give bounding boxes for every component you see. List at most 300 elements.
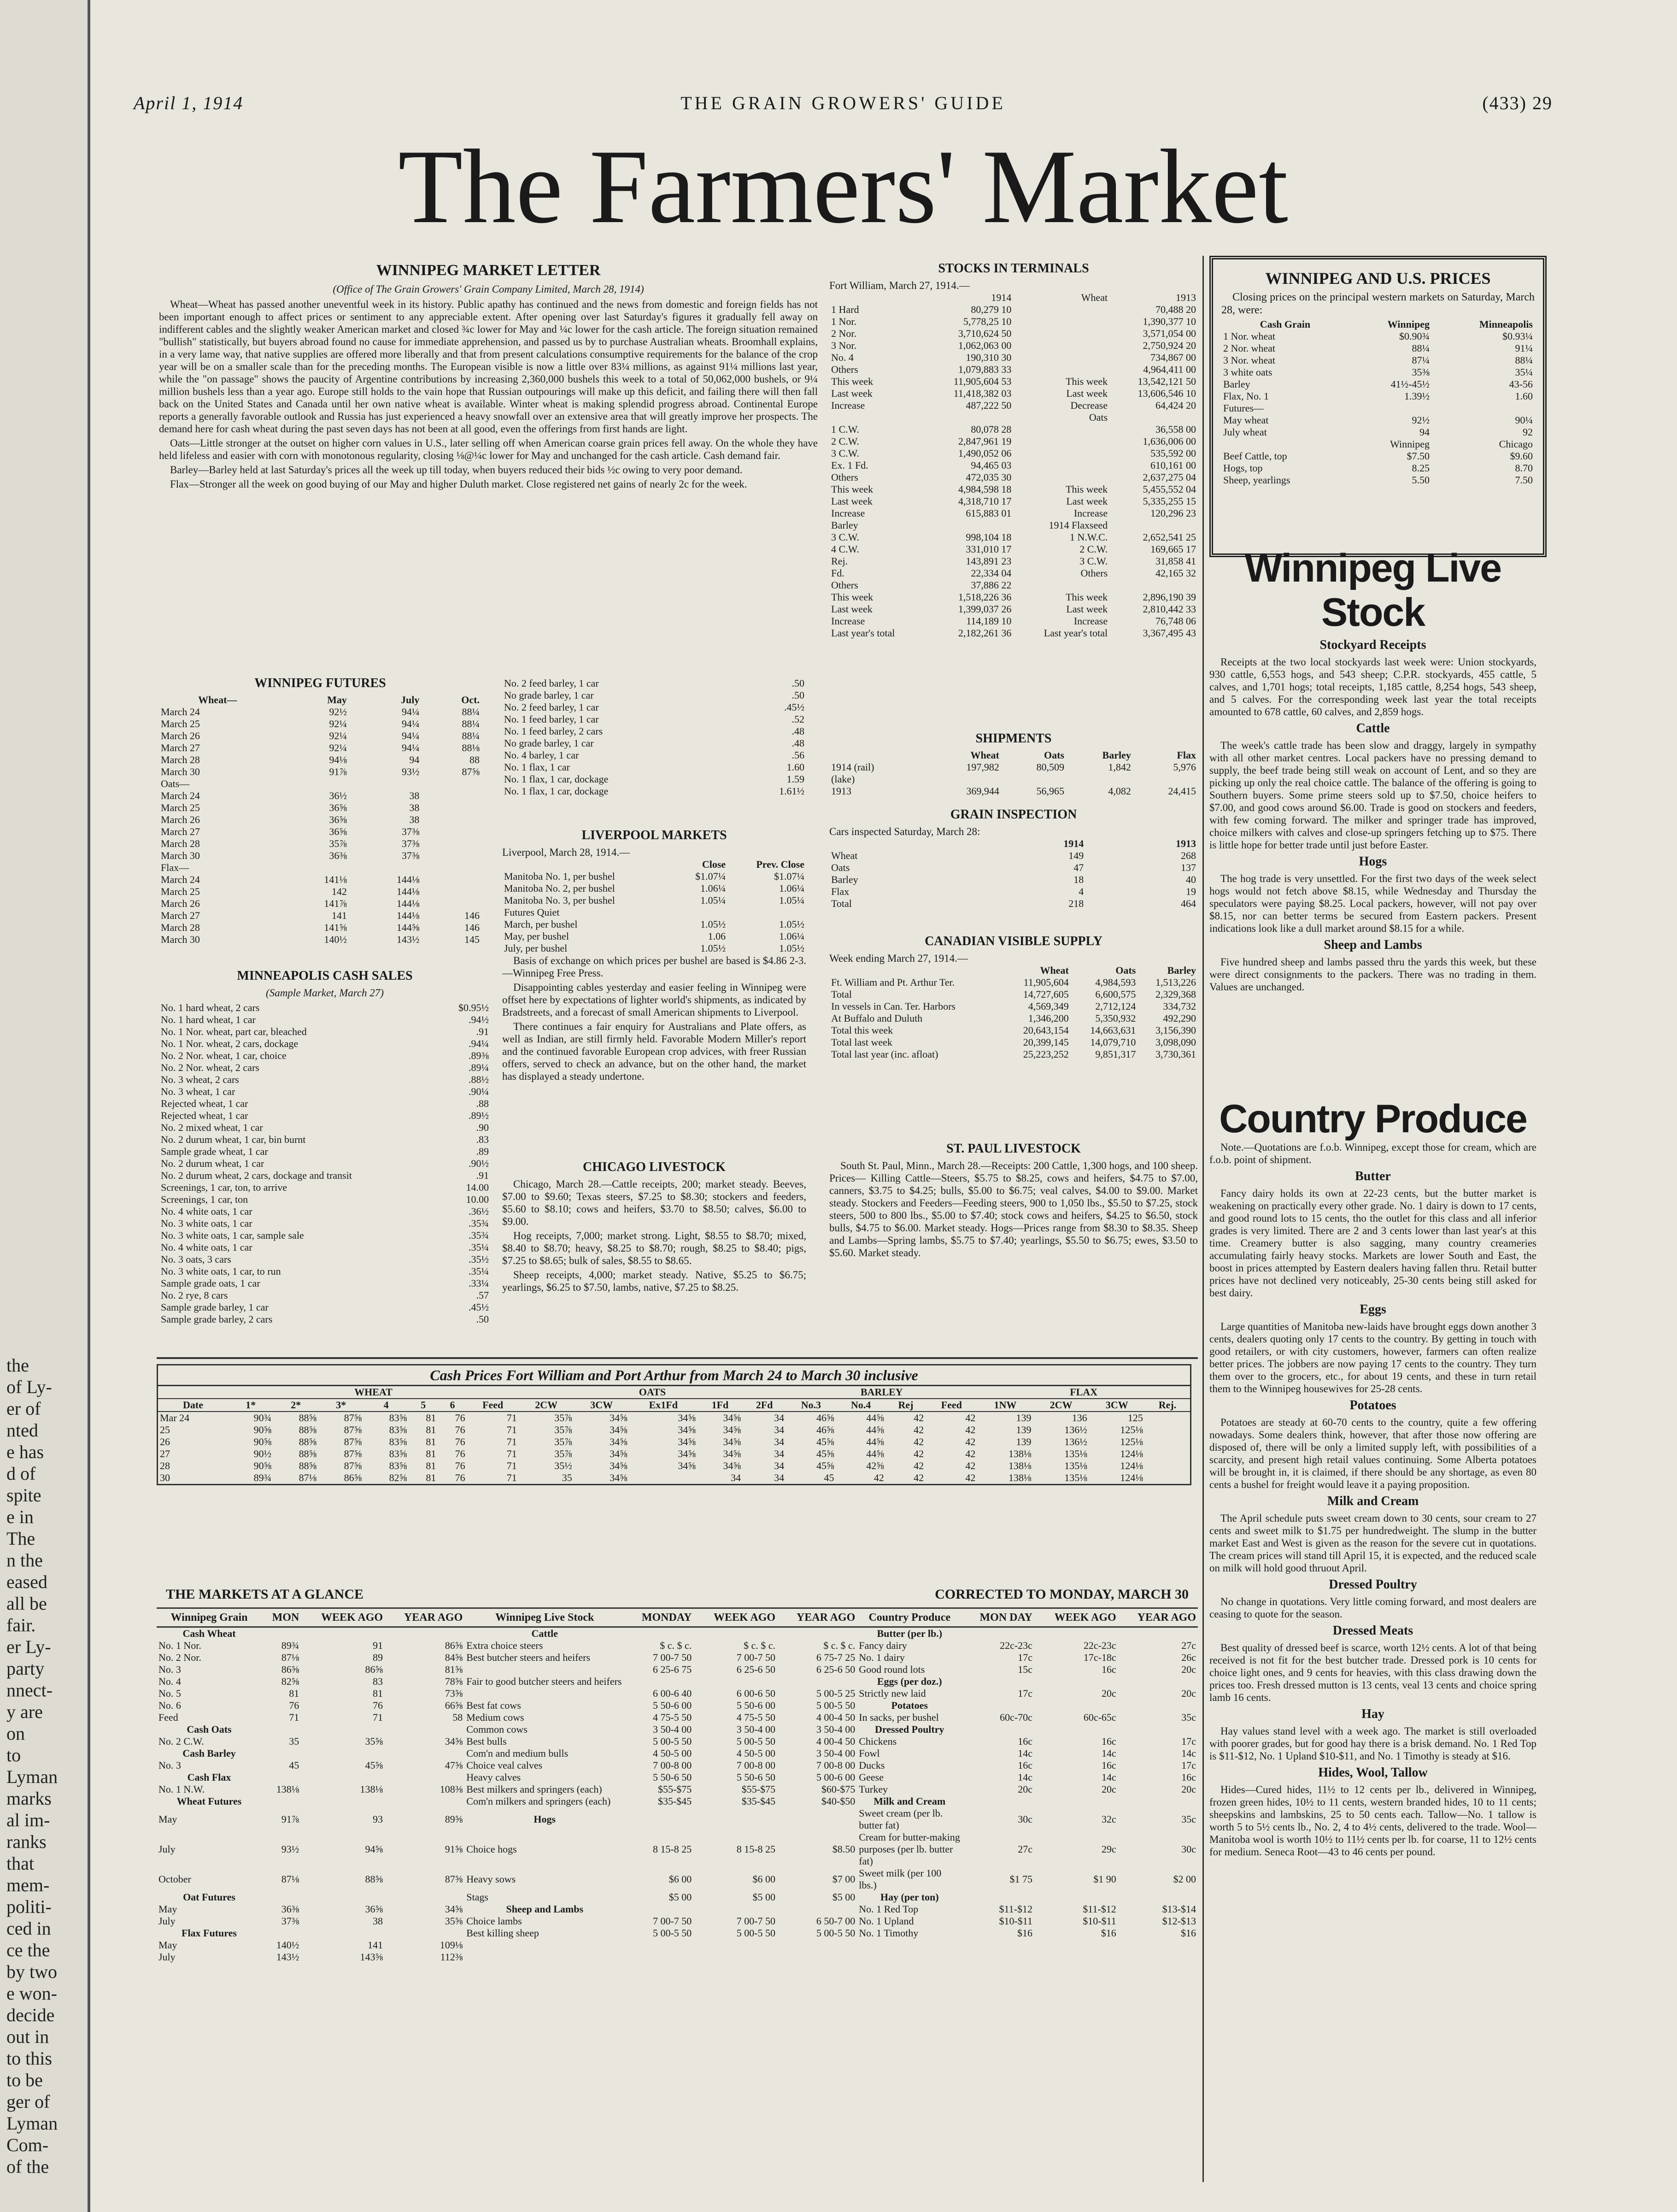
glance-cell: 20c [1101,1688,1116,1699]
glance-cell [693,1951,777,1963]
table-cell: This week [831,483,874,495]
cash-cell: 44⅝ [866,1448,884,1459]
glance-cell: No. 1 Timothy [859,1927,919,1939]
glance-cell [625,1939,693,1951]
table-cell: No grade barley, 1 car [504,737,594,749]
running-header [134,92,1553,120]
cash-row [158,1472,1190,1484]
table-cell: No. 2 durum wheat, 2 cars, dockage and transit [161,1170,352,1181]
table-cell: 11,905,604 53 [953,376,1012,387]
table-row [502,894,806,906]
cash-cell: 71 [506,1472,517,1483]
table-cell: March 26 [161,730,200,741]
group-header-row [158,1386,1190,1399]
produce-paragraph: Fancy dairy holds its own at 22-23 cents, but the butter market is weakening on practically every other grade. No. 1 dairy is down to 17 cents, and good round lots to 15 cents, tho the outlet for this class and all inferior grades is very limited. There are 2 and 3 cents lower than last year's at this time. Creamery butter is also sagging, many country creameries accumulating fairly heavy stocks. Markets are lower South and East, the boost in prices attempted by Eastern dealers having fallen thru. Retail butter prices have not declined very noticeably, 25-30 cents being still asked for best dairy. [1209,1188,1536,1299]
table-cell: No. 4 white oats, 1 car [161,1206,252,1217]
table-row [829,1048,1198,1060]
table-cell: 70,488 20 [1155,304,1196,315]
table-row [829,773,1198,785]
glance-cell: 4 50-5 00 [736,1747,776,1759]
cash-cell: 86⅝ [344,1472,362,1483]
table-row [1221,450,1535,462]
table-row [159,790,481,802]
glance-cell: 81 [289,1688,299,1699]
chicago-heading: CHICAGO LIVESTOCK [583,1160,726,1174]
glance-cell: 7 00-7 50 [652,1915,692,1927]
table-cell: Fd. [831,567,844,579]
cash-cell: 45⅝ [816,1460,834,1471]
cash-cell: 83⅝ [389,1412,407,1424]
table-cell: Futures— [1223,402,1264,414]
column-header: 2CW [519,1399,574,1412]
table-cell: 1,390,377 10 [1143,316,1196,327]
table-cell: 80,509 [1036,761,1064,773]
glance-cell: $1 75 [1009,1873,1032,1885]
table-cell: Manitoba No. 2, per bushel [504,882,615,894]
binding-fragment: e won- [6,1983,57,2004]
glance-cell: 86⅝ [365,1664,383,1675]
table-cell: $0.90¾ [1399,330,1430,342]
glance-cell: 32c [1101,1813,1116,1825]
table-cell: 1,842 [1108,761,1131,773]
glance-cell: Cream for butter-making purposes (per lb. butter fat) [859,1831,960,1867]
column-header: Prev. Close [756,859,804,870]
liverpool-paragraph: Disappointing cables yesterday and easier feeling in Winnipeg were offset here by expectations of lighter world's shipments, as indicated by Bradstreets, and a forecast of small American shipments to Liverpool. [502,982,806,1018]
binding-fragment: decide [6,2005,55,2025]
glance-cell: $35-$45 [741,1795,776,1807]
table-cell: No. 3 white oats, 1 car, to run [161,1265,281,1277]
glance-cell: $11-$12 [1083,1903,1116,1915]
table-cell: 1 C.W. [831,424,859,435]
table-cell: 2,810,442 33 [1143,603,1196,615]
table-cell: .89 [476,1146,489,1157]
cash-cell: 42 [965,1412,976,1424]
table-cell [421,802,481,814]
futures-table [159,694,481,946]
glance-cell: 36⅝ [365,1903,383,1915]
cash-cell: 88⅝ [299,1424,317,1435]
glance-row [157,1712,1198,1724]
table-cell: No. 1 flax, 1 car [504,761,570,773]
table-row [159,1182,491,1194]
cash-cell: 34⅝ [723,1460,741,1471]
glance-cell: $10-$11 [999,1915,1032,1927]
glance-cell: 4 75-5 50 [652,1712,692,1723]
glance-cell [693,1903,777,1915]
produce-subheading: Milk and Cream [1327,1494,1419,1508]
table-cell: 144⅛ [396,898,420,909]
table-cell: 40 [1186,874,1196,885]
visible-subheading: Week ending March 27, 1914.— [829,953,968,964]
glance-cell: 5 00-5 50 [816,1700,856,1711]
table-row [1221,390,1535,402]
table-cell [1013,447,1109,459]
glance-cell [301,1627,385,1640]
table-cell: 1,518,226 36 [958,591,1012,603]
table-cell: 144⅛ [396,886,420,897]
column-header [829,965,1003,977]
binding-fragment: Lyman [6,2113,58,2134]
binding-fragment: al im- [6,1810,50,1830]
glance-cell [385,1795,464,1807]
glance-cell: Cash Oats [187,1724,232,1735]
binding-fragment: to be [6,2070,43,2090]
table-cell: 88¼ [462,718,480,729]
glance-cell: Fowl [859,1747,880,1759]
column-header: Flax [1177,749,1196,761]
table-cell: Increase [831,507,865,519]
column-header: Oats [1044,749,1064,761]
table-cell: 88 [469,754,480,765]
us-prices-table [1221,318,1535,486]
table-cell: 36⅜ [329,850,347,861]
glance-cell [1034,1795,1118,1807]
glance-cell: 140½ [276,1939,299,1951]
table-cell: Chicago [1499,438,1533,450]
table-cell [1013,316,1109,328]
market-letter-subheading: (Office of The Grain Growers' Grain Company Limited, March 28, 1914) [333,283,644,295]
produce-subheading: Hay [1361,1707,1384,1721]
table-cell: (lake) [831,773,855,785]
cash-cell [1145,1424,1190,1436]
table-cell: 615,883 01 [966,507,1012,519]
glance-cell [1034,1891,1118,1903]
cash-cell: 34⅝ [610,1412,627,1424]
table-cell [1001,773,1066,785]
table-cell: .57 [476,1289,489,1301]
table-cell: Others [831,471,858,483]
liverpool-subheading: Liverpool, March 28, 1914.— [502,847,630,858]
table-cell: 3,156,390 [1155,1024,1196,1036]
table-cell: 3,367,495 43 [1143,627,1196,639]
column-header: WEEK AGO [693,1608,777,1627]
table-cell [421,874,481,886]
us-prices-intro: Closing prices on the principal western markets on Saturday, March 28, were: [1221,291,1535,316]
table-cell: $7.50 [1407,450,1430,462]
chicago-paragraph: Sheep receipts, 4,000; market steady. Native, $5.25 to $6.75; yearlings, $6.25 to $7.50, lambs, native, $7.25 to $8.25. [502,1269,806,1293]
glance-cell [385,1927,464,1939]
cash-cell: 139 [1016,1436,1032,1447]
glance-cell: 5 50-6 00 [736,1700,776,1711]
hogs-body: The hog trade is very unsettled. For the first two days of the week select hogs would not fetch above $8.15, while Wednesday and Thursday the speculators were paying $8.25. Local packers, however, will not pay over $8.15, nor can better terms be secured from Eastern packers. Present indications look like a dull market around $8.15 for a while. [1209,873,1536,934]
cash-cell: 34 [774,1412,785,1424]
glance-cell: $16 [1181,1927,1196,1939]
table-row [829,412,1198,424]
cash-cell: 76 [455,1472,465,1483]
table-row [502,942,806,954]
glance-row [157,1735,1198,1747]
table-cell: 1.05¼ [700,894,726,906]
table-cell: 3 white oats [1223,366,1272,378]
glance-cell: May [158,1903,177,1915]
glance-cell: Feed [158,1712,178,1723]
table-cell: .45½ [784,701,804,713]
table-row [159,1218,491,1230]
column-header: Country Produce [857,1608,962,1627]
binding-fragment: Lyman [6,1766,58,1787]
table-row [159,1146,491,1158]
market-letter-paragraph: Flax—Stronger all the week on good buying of our May and higher Duluth market. Close registered net gains of nearly 2c for the week. [170,478,747,490]
table-row [829,785,1198,797]
table-cell: 146 [464,910,480,921]
glance-cell [1034,1724,1118,1735]
table-cell [1013,328,1109,340]
misc-sales [502,677,806,816]
table-cell: No. 4 barley, 1 car [504,749,579,761]
table-row [159,826,481,838]
cash-row [158,1448,1190,1460]
glance-cell [777,1627,857,1640]
glance-cell: Good round lots [859,1664,925,1675]
glance-cell: 87⅝ [445,1873,463,1885]
glance-cell: $12-$13 [1162,1915,1196,1927]
table-cell: 1,513,226 [1155,977,1196,988]
table-row [159,862,481,874]
produce-paragraph: Best quality of dressed beef is scarce, worth 12½ cents. A lot of that being received is not fit for the best butcher trade. Dressed pork is 10 cents for choice light ones, and 9 cents for heavies, with this class drawing down the prices too. Fresh dressed mutton is 13 cents, veal 13 cents and choice spring lamb 16 cents. [1209,1642,1536,1703]
table-cell [421,850,481,862]
binding-fragment: party [6,1658,45,1679]
table-cell: 1913 [1176,292,1196,303]
glance-cell: 17c [1181,1735,1196,1747]
table-cell: 2,329,368 [1155,988,1196,1000]
table-cell: 144⅛ [396,874,420,885]
table-cell: .35½ [469,1253,489,1265]
cash-cell: 89¾ [253,1472,272,1483]
binding-fragment: to this [6,2048,52,2069]
table-row [159,1086,491,1098]
table-cell: .90½ [469,1158,489,1169]
table-row [829,1024,1198,1036]
table-row [159,814,481,826]
glance-cell: 47⅝ [445,1759,463,1771]
glance-cell [262,1724,301,1735]
table-cell: 92½ [1412,414,1430,426]
table-cell: 610,161 00 [1150,459,1196,471]
table-row [1221,462,1535,474]
glance-cell: 6 00-6 40 [652,1688,692,1699]
livestock-subheading: Stockyard Receipts [1319,638,1426,652]
glance-cell [1034,1700,1118,1712]
table-cell: 143½ [396,934,420,945]
winnipeg-futures [159,673,481,959]
table-cell: No. 1 hard wheat, 2 cars [161,1002,260,1013]
table-cell: 998,104 18 [966,531,1012,543]
glance-row [157,1627,1198,1640]
shipments-heading: SHIPMENTS [975,731,1052,746]
column-header: Wheat— [198,694,237,706]
cash-cell: 135⅛ [1064,1460,1087,1471]
binding-fragment: marks [6,1788,52,1809]
cash-cell: 71 [506,1412,517,1424]
table-cell: Rejected wheat, 1 car [161,1110,248,1121]
glance-cell: 20c [1101,1783,1116,1795]
glance-cell: Fair to good butcher steers and heifers [466,1676,622,1687]
glance-row [157,1795,1198,1807]
glance-cell [962,1724,1034,1735]
table-cell: Flax— [161,862,189,873]
cash-cell: 28 [160,1460,170,1471]
glance-cell [1034,1676,1118,1688]
cash-cell [1145,1460,1190,1472]
market-letter-paragraph: Wheat—Wheat has passed another uneventful week in its history. Public apathy has continued and the news from domestic and foreign fields has not been important enough to affect prices or sentiment to any appreciable extent. After opening over last Saturday's figures it gradually fell away on indifferent cables and the slightly weaker American market and closed ¾c lower for May and ¼c lower for the cash article. The foreign situation remained "bullish" statistically, but buyers abroad found no cause for immediate apprehension, and passed us by to purchase Australian wheats. Broomhall explains, in a very lame way, that native supplies are offered more liberally and that from present calculations consumptive requirements for the balance of the crop year will be on a smaller scale than for the preceding months. The European visible is now a little over 83¼ millions, as against 91¼ millions last year, while the "on passage" shows the paucity of Argentine contributions by increasing 2,360,000 bushels this week to a total of 50,062,000 bushels, or 9¼ million bushels less than a year ago. Europe still holds to the vain hope that Russian outpourings will make up this deficit, and failing there will then fall back on the United States and Canada until her own native wheat is available. Winter wheat is making splendid progress abroad. Continental Europe reports a generally favorable outlook and Russia has just experienced a heavy snowfall over an extensive area that will greatly improve her prospects. The demand here for cash wheat during the past seven days has not been at all good, even the offerings from first hands are light. [159,299,818,435]
glance-cell: 71 [289,1712,299,1723]
glance-cell: $8.50 [832,1843,856,1855]
table-cell: This week [1066,483,1108,495]
table-row [159,754,481,766]
glance-cell [625,1627,693,1640]
table-cell [1013,352,1109,364]
table-row [1221,414,1535,426]
glance-cell: 87⅛ [281,1873,299,1885]
glance-cell: Stags [466,1891,488,1903]
glance-cell: 89 [373,1652,383,1663]
table-cell: 22,334 04 [971,567,1012,579]
table-cell: July, per bushel [504,942,568,954]
table-cell: 141 [331,910,347,921]
binding-fragment: d of [6,1463,36,1484]
table-cell: .50 [792,689,804,701]
table-cell: No grade barley, 1 car [504,689,594,701]
cash-cell: 90½ [253,1448,272,1459]
glance-cell: 16c [1018,1735,1032,1747]
table-cell: 2,896,190 39 [1143,591,1196,603]
cash-cell: 125⅛ [1120,1436,1143,1447]
glance-cell: 60c-70c [1000,1712,1032,1723]
table-cell: 141⅞ [324,898,347,909]
cash-cell: 44⅝ [866,1412,884,1424]
table-cell: 5,976 [1173,761,1196,773]
glance-cell: 30c [1181,1843,1196,1855]
table-cell: 1.06¼ [700,882,726,894]
glance-cell: 17c [1018,1652,1032,1663]
table-cell [1013,579,1109,591]
glance-cell: 17c-18c [1083,1652,1116,1663]
glance-cell: 112⅜ [440,1951,463,1963]
cash-prices-table [158,1386,1190,1484]
table-header-row [829,749,1198,761]
table-cell: 218 [1068,898,1084,909]
table-cell: 5,455,552 04 [1143,483,1196,495]
table-cell: 90¼ [1515,414,1533,426]
table-cell: $9.60 [1510,450,1533,462]
table-cell: 2 Nor. wheat [1223,342,1276,354]
table-cell: May, per bushel [504,930,569,942]
table-cell: 76,748 06 [1155,615,1196,627]
table-cell: 1 N.W.C. [1069,531,1108,543]
table-cell: .88½ [469,1074,489,1085]
glance-cell: 73⅝ [445,1688,463,1699]
cash-cell [629,1472,698,1484]
table-cell: Sheep, yearlings [1223,474,1290,486]
column-header: Winnipeg [1387,318,1430,330]
glance-cell: July [158,1951,176,1963]
glance-cell: No. 5 [158,1688,181,1699]
cash-cell: 90¾ [253,1412,272,1424]
table-cell: 120,296 23 [1150,507,1196,519]
table-cell: No. 3 wheat, 2 cars [161,1074,239,1085]
table-cell [421,898,481,910]
glance-cell: 7 00-7 50 [652,1652,692,1663]
table-cell: 94⅛ [329,754,347,765]
cash-cell: 76 [455,1412,465,1424]
page-number: (433) 29 [1482,93,1553,113]
table-row [829,316,1198,328]
binding-gutter [0,0,90,2212]
glance-cell [301,1891,385,1903]
table-cell: 37⅜ [401,838,420,849]
cash-cell: 42 [914,1424,924,1435]
table-cell: 25,223,252 [1023,1048,1069,1060]
binding-fragment: ced in [6,1918,51,1939]
table-cell: No. 2 Nor. wheat, 2 cars [161,1062,259,1073]
table-row [159,1002,491,1014]
group-header: BARLEY [786,1386,977,1399]
glance-cell [464,1939,625,1951]
table-cell: 3,571,054 00 [1143,328,1196,339]
glance-header [157,1585,1198,1607]
glance-cell: 7 00-8 00 [652,1759,692,1771]
cash-cell: 71 [506,1436,517,1447]
table-cell: No. 4 white oats, 1 car [161,1241,252,1253]
table-cell: 47 [1073,862,1084,873]
glance-cell: Hogs [534,1813,556,1825]
cash-cell: 42 [914,1460,924,1471]
glance-cell: 143⅝ [360,1951,383,1963]
table-cell: Increase [1073,615,1108,627]
table-cell: 24,415 [1168,785,1196,797]
table-row [159,706,481,718]
cash-cell: 34 [774,1460,785,1471]
table-cell [1013,471,1109,483]
glance-cell: $ c. $ c. [744,1640,776,1651]
table-cell: March 27 [161,910,200,921]
cash-cell: 83⅝ [389,1424,407,1435]
glance-cell: 108⅜ [440,1783,463,1795]
table-cell [421,886,481,898]
glance-cell: 22c-23c [1000,1640,1032,1651]
binding-fragment: all be [6,1593,47,1614]
table-cell: Barley [831,874,858,885]
canadian-visible-supply [829,931,1198,1106]
table-cell: 35⅜ [1412,366,1430,378]
table-cell: 80,078 28 [971,424,1012,435]
table-cell: 37⅜ [401,850,420,861]
glance-cell: Butter (per lb.) [877,1628,943,1639]
glance-cell [1118,1795,1198,1807]
table-cell: 1.05¼ [779,894,804,906]
table-cell: 1.06 [708,930,726,942]
cash-cell: 45 [824,1472,834,1483]
table-cell: This week [831,376,874,387]
binding-fragment: nnect- [6,1680,53,1700]
table-cell [926,519,1014,531]
column-header: 1Fd [698,1399,743,1412]
sheep-heading: Sheep and Lambs [1324,938,1422,952]
table-row [1221,366,1535,378]
shipments-table [829,749,1198,797]
glance-cell: $55-$75 [657,1783,692,1795]
cash-cell: 138⅛ [1009,1460,1032,1471]
glance-cell: $ c. $ c. [823,1640,856,1651]
liverpool-heading: LIVERPOOL MARKETS [581,828,727,842]
glance-row [157,1807,1198,1831]
table-cell: No. 1 feed barley, 1 car [504,713,599,725]
column-header: 6 [438,1399,467,1412]
glance-cell: 4 00-4 50 [816,1735,856,1747]
glance-cell: 91⅝ [445,1843,463,1855]
table-row [829,761,1198,773]
column-header: July [401,694,420,706]
